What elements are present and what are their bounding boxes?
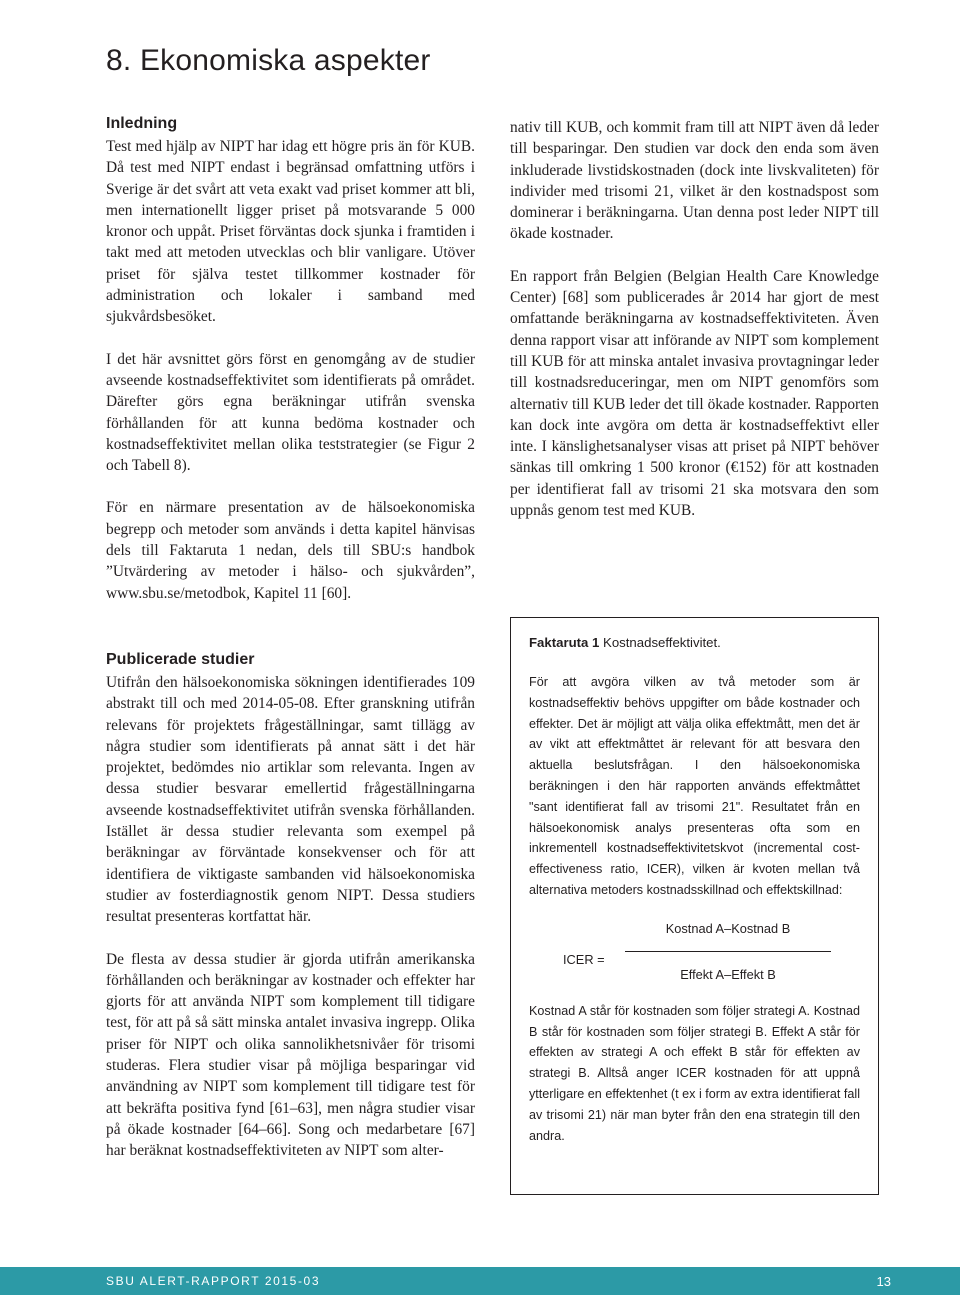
- factbox-paragraph-1: För att avgöra vilken av två metoder som är kostnadseffektiv behövs uppgifter om både kostnader och effekter. Det är möjligt att välja olika effektmått, men det är av vikt att effektmåttet är relevant för att besvara den aktuella beslutsfrågan. I den hälsoekonomiska beräkningen i den här rapporten används effektmåttet "sant identifierat fall av trisomi 21". Resultatet från en hälsoekonomisk analys presenteras ofta som en inkrementell kostnadseffektivitetskvot (incremental cost-effectiveness ratio, ICER), vilken är kvoten mellan två alternativa metoders kostnadsskillnad och effektskillnad:: [529, 675, 860, 897]
- intro-paragraph-3: För en närmare presentation av de hälsoekonomiska begrepp och metoder som används i detta kapitel hänvisas dels till Faktaruta 1 nedan, dels till SBU:s handbok ”Utvärdering av metoder i hälso- och sjukvården”, www.sbu.se/metodbok, Kapitel 11 [60].: [106, 499, 475, 602]
- intro-paragraph-2: I det här avsnittet görs först en genomgång av de studier avseende kostnadseffektivitet som identifierats på området. Därefter görs egna beräkningar utifrån svenska förhållanden för att kunna bedöma kostnader och kostnadseffektivitet mellan olika teststrategier (se Figur 2 och Tabell 8).: [106, 350, 475, 475]
- published-studies-paragraph-1: Utifrån den hälsoekonomiska sökningen identifierades 109 abstrakt till och med 2014-05-08. Efter granskning utifrån relevans för projektets frågeställningar, samt tillägg av några studier som identifierats på annat sätt i det här projektet, bedömdes nio artiklar som relevanta. Ingen av dessa studier besvarar emellertid frågeställningarna avseende kostnadseffektivitet utifrån svenska förhållanden. Istället är dessa studier relevanta som exempel på beräkningar av förväntade konsekvenser och för att identifiera de viktigaste sambanden vid hälsoekonomiska studier av fosterdiagnostik genom NIPT. Dessa studiers resultat presenteras kortfattat här.: [106, 673, 475, 926]
- page-number: 13: [876, 1274, 891, 1289]
- factbox: [510, 617, 879, 1195]
- chapter-title: 8. Ekonomiska aspekter: [106, 44, 431, 77]
- published-studies-paragraph-2: De flesta av dessa studier är gjorda utifrån amerikanska förhållanden och beräkningar av kostnader och effekter har gjorts för att använda NIPT som komplement till tidigare test, för att på så sätt minska antalet invasiva ingrepp. Olika priser för NIPT och olika sannolikhetsnivåer för trisomi studeras. Flera studier visar på möjliga besparingar vid användning av NIPT som komplement till tidigare test för att bekräfta positiva fynd [61–63], men några studier visar på ökade kostnader [64–66]. Song och medarbetare [67] har beräknat kostnadseffektiviteten av NIPT som alter-: [106, 950, 475, 1160]
- fraction-line: [625, 951, 831, 952]
- page-footer: [0, 1267, 960, 1295]
- right-paragraph-2: En rapport från Belgien (Belgian Health Care Knowledge Center) [68] som publicerades år 2014 har gjort de mest omfattande beräkningarna av kostnadseffektiviteten. Även denna rapport visar att införande av NIPT som komplement till KUB för att minska antalet invasiva provtagningar leder till kostnadsreduceringar, men om NIPT genomförs som alternativ till KUB leder det till ökade kostnader. Rapporten kan dock inte avgöra om detta är kostnadseffektivt eller inte. I känslighetsanalyser visas att priset på NIPT behöver sänkas till omkring 1 500 kronor (€152) för att kostnaden per identifierat fall av trisomi 21 ska motsvara den som uppnås genom test med KUB.: [510, 267, 879, 520]
- factbox-header: [529, 634, 860, 652]
- footer-report-title: SBU ALERT-RAPPORT 2015-03: [106, 1274, 321, 1288]
- left-column: [106, 114, 475, 1161]
- right-paragraph-1: nativ till KUB, och kommit fram till att NIPT även då leder till besparingar. Den studien var dock den enda som även inkluderade livstidskostnaden (dock inte livskvaliteten) för individer med trisomi 21, vilket är den kostnadspost som dominerar i beräkningarna. Utan denna post leder NIPT till ökade kostnader.: [510, 119, 879, 243]
- icer-formula: [529, 903, 860, 1001]
- intro-heading: Inledning: [106, 115, 178, 132]
- published-studies-heading: Publicerade studier: [106, 650, 255, 668]
- factbox-paragraph-2: Kostnad A står för kostnaden som följer strategi A. Kostnad B står för kostnaden som följer strategi B. Effekt A står för effekten av strategi A och effekt B står för effekten av strategi B. Alltså anger ICER kostnaden för att uppnå ytterligare en effektenhet (t ex i form av extra identifierat fall av trisomi 21) när man byter från den ena strategin till den andra.: [529, 1003, 860, 1143]
- formula-numerator: Kostnad A–Kostnad B: [665, 920, 791, 936]
- factbox-label: Faktaruta 1: [529, 635, 600, 650]
- formula-lhs: ICER =: [563, 951, 605, 967]
- formula-denominator: Effekt A–Effekt B: [680, 966, 776, 982]
- intro-paragraph-1: Test med hjälp av NIPT har idag ett högre pris än för KUB. Då test med NIPT endast i begränsad omfattning utförs i Sverige är det svårt att veta exakt vad priset kommer att bli, men internationellt ligger priset på motsvarande 5 000 kronor och uppåt. Priset förväntas dock sjunka i framtiden i takt med att metoden utvecklas och blir vanligare. Utöver priset för själva testet tillkommer kostnader för administration och lokaler i samband med sjukvårdsbesöket.: [106, 138, 475, 326]
- factbox-title: Kostnadseffektivitet.: [603, 635, 721, 650]
- right-column: [510, 117, 879, 521]
